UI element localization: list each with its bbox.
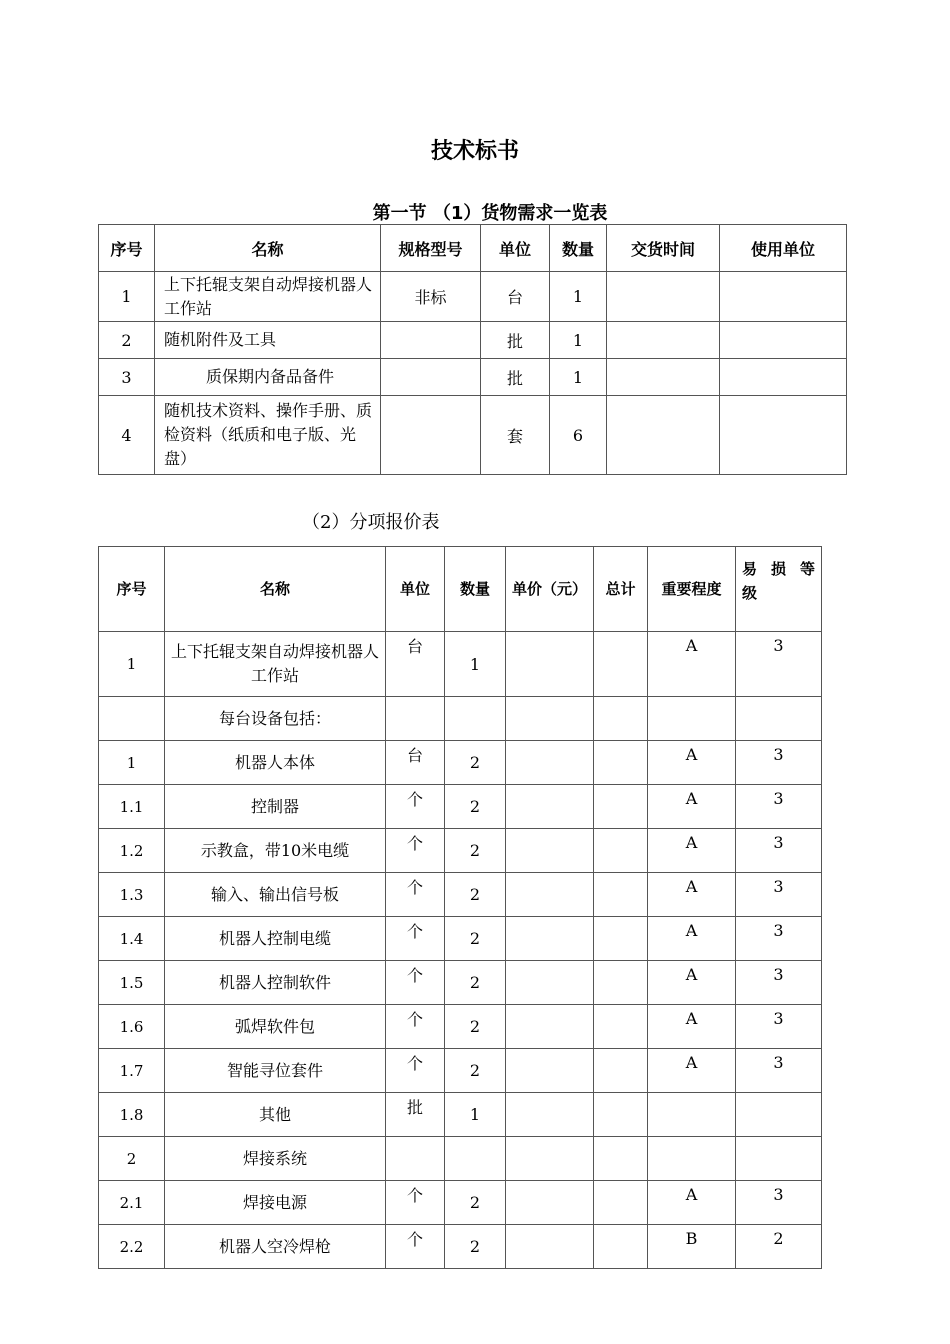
wear-level — [736, 697, 822, 741]
row-number: 1.7 — [99, 1049, 165, 1093]
unit-price — [506, 1137, 594, 1181]
unit-price — [506, 697, 594, 741]
column-header: 数量 — [445, 547, 506, 632]
total-price — [594, 1093, 648, 1137]
row-number: 1.2 — [99, 829, 165, 873]
table-row — [99, 873, 822, 917]
total-price — [594, 1049, 648, 1093]
total-price — [594, 917, 648, 961]
document-title: 技术标书 — [430, 139, 519, 164]
item-quantity: 2 — [445, 785, 506, 829]
item-quantity: 2 — [445, 961, 506, 1005]
table-row — [99, 1181, 822, 1225]
item-name: 输入、输出信号板 — [165, 873, 386, 917]
item-unit — [386, 697, 445, 741]
item-name: 机器人控制软件 — [165, 961, 386, 1005]
total-price — [594, 1181, 648, 1225]
unit-price — [506, 785, 594, 829]
table-row — [99, 396, 847, 475]
wear-level: 3 — [736, 917, 822, 961]
goods-demand-table — [98, 224, 847, 475]
unit-price — [506, 873, 594, 917]
using-unit — [720, 359, 847, 396]
item-unit: 台 — [386, 632, 445, 697]
item-quantity — [445, 697, 506, 741]
table-row — [99, 1225, 822, 1269]
using-unit — [720, 322, 847, 359]
item-quantity: 6 — [550, 396, 607, 475]
item-spec — [381, 322, 481, 359]
item-quantity: 1 — [550, 322, 607, 359]
item-quantity: 2 — [445, 1005, 506, 1049]
row-number: 2 — [99, 1137, 165, 1181]
table-row — [99, 1005, 822, 1049]
unit-price — [506, 1093, 594, 1137]
item-unit: 批 — [481, 359, 550, 396]
item-name: 控制器 — [165, 785, 386, 829]
item-unit — [386, 1137, 445, 1181]
item-spec — [381, 396, 481, 475]
table-row — [99, 632, 822, 697]
unit-price — [506, 1225, 594, 1269]
row-number: 3 — [99, 359, 155, 396]
total-price — [594, 1225, 648, 1269]
item-unit: 台 — [386, 741, 445, 785]
item-name: 焊接电源 — [165, 1181, 386, 1225]
item-unit: 个 — [386, 917, 445, 961]
total-price — [594, 829, 648, 873]
unit-price — [506, 829, 594, 873]
importance-level — [648, 1093, 736, 1137]
importance-level: A — [648, 1005, 736, 1049]
column-header: 单位 — [386, 547, 445, 632]
item-quantity: 2 — [445, 1049, 506, 1093]
item-unit: 个 — [386, 785, 445, 829]
item-name: 其他 — [165, 1093, 386, 1137]
unit-price — [506, 741, 594, 785]
itemized-quote-table — [98, 546, 822, 1269]
item-name: 焊接系统 — [165, 1137, 386, 1181]
row-number: 4 — [99, 396, 155, 475]
wear-level: 3 — [736, 829, 822, 873]
table-row — [99, 1049, 822, 1093]
table-header-row — [99, 225, 847, 272]
column-header: 总计 — [594, 547, 648, 632]
column-header: 重要程度 — [648, 547, 736, 632]
item-unit: 个 — [386, 1049, 445, 1093]
column-header: 易 损 等 级 — [736, 547, 822, 632]
item-name: 每台设备包括： — [165, 697, 386, 741]
importance-level: B — [648, 1225, 736, 1269]
table-row — [99, 961, 822, 1005]
item-unit: 台 — [481, 272, 550, 322]
row-number: 1.8 — [99, 1093, 165, 1137]
table-row — [99, 1137, 822, 1181]
item-name: 随机技术资料、操作手册、质检资料（纸质和电子版、光盘） — [155, 396, 381, 475]
item-unit: 个 — [386, 1181, 445, 1225]
using-unit — [720, 272, 847, 322]
unit-price — [506, 917, 594, 961]
delivery-time — [607, 396, 720, 475]
table-row — [99, 359, 847, 396]
item-quantity: 1 — [445, 1093, 506, 1137]
table-row — [99, 741, 822, 785]
unit-price — [506, 961, 594, 1005]
item-quantity: 1 — [550, 272, 607, 322]
importance-level: A — [648, 1181, 736, 1225]
table-row — [99, 322, 847, 359]
column-header: 规格型号 — [381, 225, 481, 272]
row-number: 1.1 — [99, 785, 165, 829]
row-number: 2.1 — [99, 1181, 165, 1225]
wear-level: 3 — [736, 1181, 822, 1225]
wear-level: 3 — [736, 741, 822, 785]
item-quantity: 2 — [445, 1225, 506, 1269]
column-header: 序号 — [99, 547, 165, 632]
row-number: 1 — [99, 741, 165, 785]
wear-level: 3 — [736, 1049, 822, 1093]
item-name: 随机附件及工具 — [155, 322, 381, 359]
using-unit — [720, 396, 847, 475]
importance-level: A — [648, 632, 736, 697]
wear-level — [736, 1093, 822, 1137]
importance-level — [648, 697, 736, 741]
item-unit: 批 — [481, 322, 550, 359]
column-header: 交货时间 — [607, 225, 720, 272]
wear-level: 3 — [736, 1005, 822, 1049]
table-row — [99, 697, 822, 741]
wear-level: 3 — [736, 785, 822, 829]
importance-level: A — [648, 1049, 736, 1093]
row-number — [99, 697, 165, 741]
item-unit: 个 — [386, 873, 445, 917]
row-number: 1.4 — [99, 917, 165, 961]
delivery-time — [607, 359, 720, 396]
importance-level: A — [648, 785, 736, 829]
item-name: 弧焊软件包 — [165, 1005, 386, 1049]
section1-heading: 第一节 （1）货物需求一览表 — [372, 203, 608, 224]
table-row — [99, 1093, 822, 1137]
wear-level: 3 — [736, 961, 822, 1005]
item-spec: 非标 — [381, 272, 481, 322]
column-header: 使用单位 — [720, 225, 847, 272]
importance-level: A — [648, 873, 736, 917]
row-number: 1.3 — [99, 873, 165, 917]
wear-level: 3 — [736, 632, 822, 697]
column-header: 单位 — [481, 225, 550, 272]
item-name: 智能寻位套件 — [165, 1049, 386, 1093]
total-price — [594, 961, 648, 1005]
row-number: 2 — [99, 322, 155, 359]
unit-price — [506, 1181, 594, 1225]
item-name: 机器人控制电缆 — [165, 917, 386, 961]
importance-level: A — [648, 917, 736, 961]
item-quantity: 1 — [445, 632, 506, 697]
table-row — [99, 785, 822, 829]
column-header: 名称 — [155, 225, 381, 272]
importance-level: A — [648, 829, 736, 873]
column-header: 名称 — [165, 547, 386, 632]
item-quantity: 2 — [445, 1181, 506, 1225]
item-name: 机器人本体 — [165, 741, 386, 785]
item-unit: 个 — [386, 1225, 445, 1269]
column-header: 数量 — [550, 225, 607, 272]
item-name: 质保期内备品备件 — [155, 359, 381, 396]
column-header: 单价（元） — [506, 547, 594, 632]
section2-heading: （2）分项报价表 — [302, 512, 440, 533]
total-price — [594, 697, 648, 741]
item-name: 示教盒，带10米电缆 — [165, 829, 386, 873]
table-row — [99, 272, 847, 322]
item-unit: 个 — [386, 829, 445, 873]
wear-level: 2 — [736, 1225, 822, 1269]
unit-price — [506, 1049, 594, 1093]
unit-price — [506, 1005, 594, 1049]
item-spec — [381, 359, 481, 396]
total-price — [594, 632, 648, 697]
wear-level: 3 — [736, 873, 822, 917]
row-number: 1 — [99, 632, 165, 697]
row-number: 1 — [99, 272, 155, 322]
unit-price — [506, 632, 594, 697]
item-quantity — [445, 1137, 506, 1181]
row-number: 2.2 — [99, 1225, 165, 1269]
row-number: 1.5 — [99, 961, 165, 1005]
table-row — [99, 917, 822, 961]
total-price — [594, 741, 648, 785]
item-name: 上下托辊支架自动焊接机器人工作站 — [155, 272, 381, 322]
item-quantity: 2 — [445, 873, 506, 917]
table-header-row — [99, 547, 822, 632]
delivery-time — [607, 322, 720, 359]
item-quantity: 2 — [445, 829, 506, 873]
item-name: 机器人空冷焊枪 — [165, 1225, 386, 1269]
item-quantity: 2 — [445, 741, 506, 785]
importance-level — [648, 1137, 736, 1181]
item-quantity: 1 — [550, 359, 607, 396]
column-header: 序号 — [99, 225, 155, 272]
total-price — [594, 785, 648, 829]
item-quantity: 2 — [445, 917, 506, 961]
total-price — [594, 1137, 648, 1181]
item-unit: 批 — [386, 1093, 445, 1137]
item-unit: 个 — [386, 1005, 445, 1049]
total-price — [594, 873, 648, 917]
item-unit: 个 — [386, 961, 445, 1005]
item-unit: 套 — [481, 396, 550, 475]
importance-level: A — [648, 961, 736, 1005]
total-price — [594, 1005, 648, 1049]
importance-level: A — [648, 741, 736, 785]
wear-level — [736, 1137, 822, 1181]
delivery-time — [607, 272, 720, 322]
table-row — [99, 829, 822, 873]
item-name: 上下托辊支架自动焊接机器人工作站 — [165, 632, 386, 697]
row-number: 1.6 — [99, 1005, 165, 1049]
